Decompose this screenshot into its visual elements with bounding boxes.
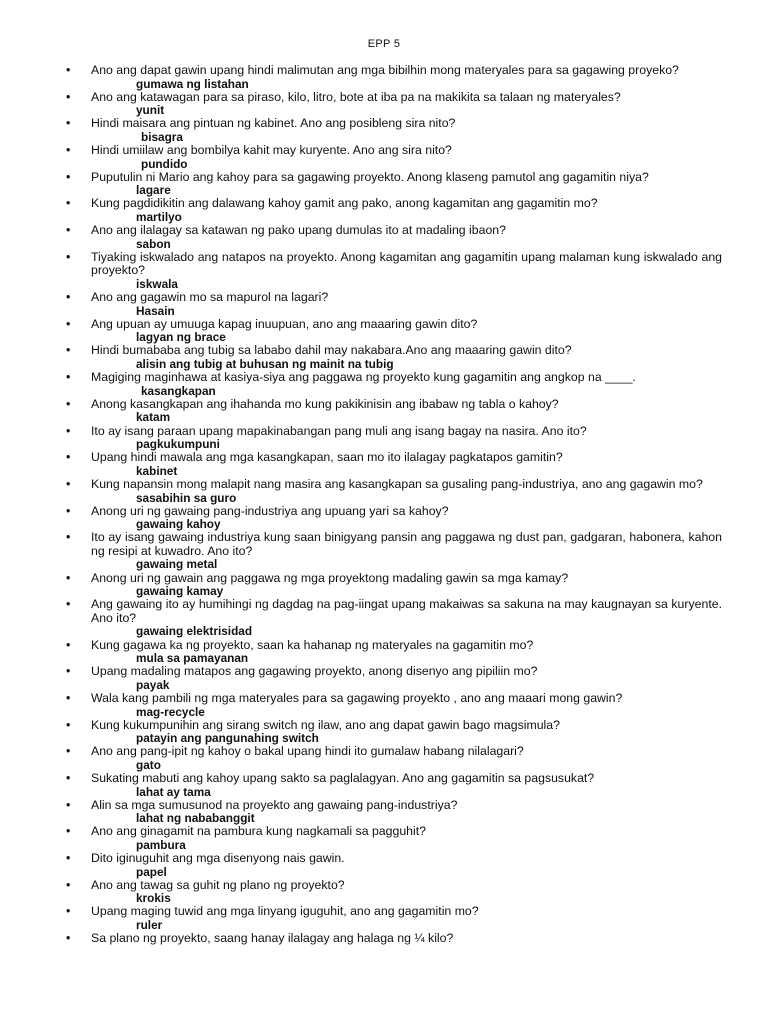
list-item bbox=[0, 879, 768, 906]
list-item bbox=[0, 344, 768, 371]
bullet-icon: • bbox=[66, 316, 71, 331]
answer-text: papel bbox=[136, 864, 167, 879]
answer-text: gawaing kahoy bbox=[136, 517, 221, 532]
answer-text: iskwala bbox=[136, 277, 178, 291]
question-text: Upang madaling matapos ang gagawing proyekto, anong disenyo ang pipiliin mo? bbox=[91, 664, 538, 679]
bullet-icon: • bbox=[66, 797, 71, 812]
bullet-icon: • bbox=[66, 290, 71, 305]
answer-text: alisin ang tubig at buhusan ng mainit na tubig bbox=[136, 357, 394, 372]
bullet-icon: • bbox=[66, 717, 71, 732]
answer-text: sasabihin sa guro bbox=[136, 490, 237, 505]
list-item bbox=[0, 932, 768, 946]
list-item bbox=[0, 531, 768, 571]
answer-text: mula sa pamayanan bbox=[136, 651, 249, 666]
question-text: Kung napansin mong malapit nang masira ang kasangkapan sa gusaling pang-industriya, ano ang gagawin mo? bbox=[91, 476, 703, 491]
list-item bbox=[0, 639, 768, 666]
list-item bbox=[0, 572, 768, 599]
bullet-icon: • bbox=[66, 143, 71, 158]
question-text: Ano ang pang-ipit ng kahoy o bakal upang hindi ito gumalaw habang nilalagari? bbox=[91, 744, 524, 759]
list-item bbox=[0, 451, 768, 478]
list-item bbox=[0, 478, 768, 505]
answer-text: gawaing elektrisidad bbox=[136, 624, 253, 639]
question-text: Wala kang pambili ng mga materyales para sa gagawing proyekto , ano ang maaari mong gawin? bbox=[91, 690, 623, 705]
list-item bbox=[0, 64, 768, 91]
question-text: Alin sa mga sumusunod na proyekto ang gawaing pang-industriya? bbox=[91, 797, 458, 812]
list-item bbox=[0, 825, 768, 852]
answer-text: bisagra bbox=[141, 129, 183, 144]
bullet-icon: • bbox=[66, 690, 71, 705]
answer-text: patayin ang pangunahing switch bbox=[136, 731, 319, 746]
bullet-icon: • bbox=[66, 824, 71, 839]
bullet-icon: • bbox=[66, 223, 71, 238]
list-item bbox=[0, 291, 768, 318]
list-item bbox=[0, 197, 768, 224]
question-text: Hindi umiilaw ang bombilya kahit may kuryente. Ano ang sira nito? bbox=[91, 143, 452, 158]
bullet-icon: • bbox=[66, 851, 71, 866]
answer-text: lahat ay tama bbox=[136, 784, 211, 799]
list-item bbox=[0, 852, 768, 879]
question-text: Ano ang tawag sa guhit ng plano ng proyekto? bbox=[91, 877, 345, 892]
question-text: Ito ay isang paraan upang mapakinabangan pang muli ang isang bagay na nasira. Ano ito? bbox=[91, 423, 587, 438]
question-text: Ano ang ginagamit na pambura kung nagkamali sa pagguhit? bbox=[91, 824, 426, 839]
question-text: Tiyaking iskwalado ang natapos na proyekto. Anong kagamitan ang gagamitin upang malaman kung iskwalado ang proyekto? bbox=[91, 249, 722, 278]
bullet-icon: • bbox=[66, 169, 71, 184]
answer-text: martilyo bbox=[136, 210, 182, 225]
bullet-icon: • bbox=[66, 530, 71, 545]
answer-text: gawaing metal bbox=[136, 557, 218, 572]
list-item bbox=[0, 171, 768, 198]
answer-text: gumawa ng listahan bbox=[136, 76, 249, 91]
question-text: Magiging maginhawa at kasiya-siya ang paggawa ng proyekto kung gagamitin ang angkop na ____. bbox=[91, 370, 636, 385]
bullet-icon: • bbox=[66, 637, 71, 652]
bullet-icon: • bbox=[66, 476, 71, 491]
answer-text: pambura bbox=[136, 837, 186, 852]
question-list bbox=[0, 64, 768, 946]
bullet-icon: • bbox=[66, 396, 71, 411]
list-item bbox=[0, 665, 768, 692]
list-item bbox=[0, 692, 768, 719]
answer-text: yunit bbox=[136, 103, 165, 118]
question-text: Ito ay isang gawaing industriya kung saan binigyang pansin ang paggawa ng dust pan, gadgaran, habonera, kahon ng resipi at kuwadro. Ano ito? bbox=[91, 530, 722, 558]
answer-text: kabinet bbox=[136, 463, 178, 478]
answer-text: payak bbox=[136, 677, 170, 692]
question-text: Ang gawaing ito ay humihingi ng dagdag na pag-iingat upang makaiwas sa sakuna na may kaugnayan sa kuryente. Ano ito? bbox=[91, 597, 722, 625]
bullet-icon: • bbox=[66, 931, 71, 946]
list-item bbox=[0, 799, 768, 826]
question-text: Ano ang gagawin mo sa mapurol na lagari? bbox=[91, 290, 329, 305]
bullet-icon: • bbox=[66, 63, 71, 77]
list-item bbox=[0, 719, 768, 746]
page-header: EPP 5 bbox=[367, 38, 401, 50]
answer-text: Hasain bbox=[136, 303, 175, 318]
bullet-icon: • bbox=[66, 89, 71, 104]
question-text: Anong uri ng gawaing pang-industriya ang upuang yari sa kahoy? bbox=[91, 503, 449, 518]
answer-text: gato bbox=[136, 757, 161, 772]
question-text: Ano ang katawagan para sa piraso, kilo, litro, bote at iba pa na makikita sa talaan ng materyales? bbox=[91, 89, 621, 104]
list-item bbox=[0, 425, 768, 452]
answer-text: pundido bbox=[141, 156, 188, 171]
bullet-icon: • bbox=[66, 664, 71, 679]
answer-text: mag-recycle bbox=[136, 704, 205, 719]
list-item bbox=[0, 371, 768, 398]
bullet-icon: • bbox=[66, 570, 71, 585]
bullet-icon: • bbox=[66, 249, 71, 264]
answer-text: katam bbox=[136, 410, 171, 425]
list-item bbox=[0, 251, 768, 291]
answer-text: lagare bbox=[136, 183, 171, 198]
list-item bbox=[0, 745, 768, 772]
bullet-icon: • bbox=[66, 370, 71, 385]
question-text: Puputulin ni Mario ang kahoy para sa gagawing proyekto. Anong klaseng pamutol ang gagamitin niya? bbox=[91, 169, 649, 184]
question-text: Dito iginuguhit ang mga disenyong nais gawin. bbox=[91, 851, 345, 866]
list-item bbox=[0, 505, 768, 532]
bullet-icon: • bbox=[66, 597, 71, 612]
question-text: Sa plano ng proyekto, saang hanay ilalagay ang halaga ng ¼ kilo? bbox=[91, 931, 454, 946]
list-item bbox=[0, 91, 768, 118]
bullet-icon: • bbox=[66, 196, 71, 211]
answer-text: lahat ng nababanggit bbox=[136, 811, 255, 826]
bullet-icon: • bbox=[66, 904, 71, 919]
bullet-icon: • bbox=[66, 770, 71, 785]
answer-text: krokis bbox=[136, 891, 171, 906]
list-item bbox=[0, 318, 768, 345]
answer-text: gawaing kamay bbox=[136, 584, 224, 599]
question-text: Ang upuan ay umuuga kapag inuupuan, ano ang maaaring gawin dito? bbox=[91, 316, 478, 331]
question-text: Anong uri ng gawain ang paggawa ng mga proyektong madaling gawin sa mga kamay? bbox=[91, 570, 569, 585]
list-item bbox=[0, 905, 768, 932]
list-item bbox=[0, 224, 768, 251]
list-item bbox=[0, 772, 768, 799]
list-item bbox=[0, 398, 768, 425]
question-text: Kung gagawa ka ng proyekto, saan ka hahanap ng materyales na gagamitin mo? bbox=[91, 637, 534, 652]
bullet-icon: • bbox=[66, 744, 71, 759]
answer-text: lagyan ng brace bbox=[136, 330, 226, 345]
question-text: Hindi bumababa ang tubig sa lababo dahil may nakabara.Ano ang maaaring gawin dito? bbox=[91, 343, 572, 358]
answer-text: ruler bbox=[136, 918, 163, 932]
question-text: Upang maging tuwid ang mga linyang iguguhit, ano ang gagamitin mo? bbox=[91, 904, 479, 919]
bullet-icon: • bbox=[66, 450, 71, 465]
list-item bbox=[0, 598, 768, 638]
answer-text: sabon bbox=[136, 236, 171, 251]
question-text: Ano ang ilalagay sa katawan ng pako upang dumulas ito at madaling ibaon? bbox=[91, 223, 506, 238]
bullet-icon: • bbox=[66, 503, 71, 518]
question-text: Upang hindi mawala ang mga kasangkapan, saan mo ito ilalagay pagkatapos gamitin? bbox=[91, 450, 563, 465]
question-text: Ano ang dapat gawin upang hindi malimutan ang mga bibilhin mong materyales para sa gagawing proyeko? bbox=[91, 63, 679, 77]
question-text: Kung kukumpunihin ang sirang switch ng ilaw, ano ang dapat gawin bago magsimula? bbox=[91, 717, 560, 732]
question-text: Kung pagdidikitin ang dalawang kahoy gamit ang pako, anong kagamitan ang gagamitin mo? bbox=[91, 196, 598, 211]
bullet-icon: • bbox=[66, 343, 71, 358]
question-text: Sukating mabuti ang kahoy upang sakto sa paglalagyan. Ano ang gagamitin sa pagsusukat? bbox=[91, 770, 595, 785]
question-text: Hindi maisara ang pintuan ng kabinet. Ano ang posibleng sira nito? bbox=[91, 116, 456, 131]
list-item bbox=[0, 144, 768, 171]
bullet-icon: • bbox=[66, 877, 71, 892]
bullet-icon: • bbox=[66, 423, 71, 438]
list-item bbox=[0, 117, 768, 144]
question-text: Anong kasangkapan ang ihahanda mo kung pakikinisin ang ibabaw ng tabla o kahoy? bbox=[91, 396, 559, 411]
answer-text: kasangkapan bbox=[141, 383, 216, 398]
answer-text: pagkukumpuni bbox=[136, 437, 220, 452]
bullet-icon: • bbox=[66, 116, 71, 131]
